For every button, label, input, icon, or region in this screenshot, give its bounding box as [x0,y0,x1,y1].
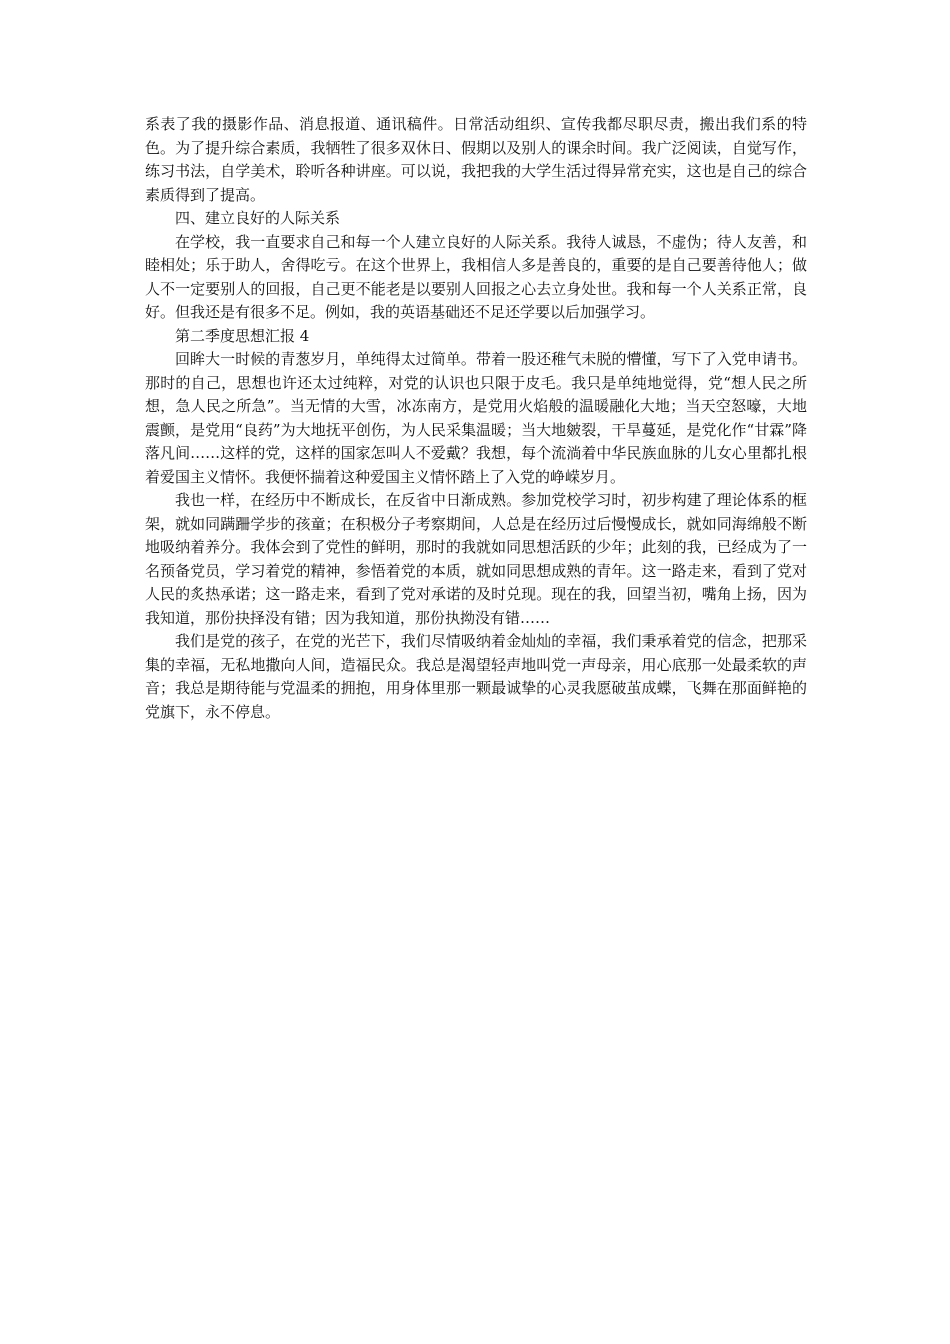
paragraph-growth: 我也一样，在经历中不断成长，在反省中日渐成熟。参加党校学习时，初步构建了理论体系的框架，就如同蹒跚学步的孩童；在积极分子考察期间，人总是在经历过后慢慢成长，就如同海绵般不断地吸纳着养分。我体会到了党性的鲜明，那时的我就如同思想活跃的少年；此刻的我，已经成为了一名预备党员，学习着党的精神，参悟着党的本质，就如同思想成熟的青年。这一路走来，看到了党对人民的炙热承诺；这一路走来，看到了党对承诺的及时兑现。现在的我，回望当初，嘴角上扬，因为我知道，那份抉择没有错；因为我知道，那份执拗没有错…… [145,491,807,627]
paragraph-continuation: 系表了我的摄影作品、消息报道、通讯稿件。日常活动组织、宣传我都尽职尽责，搬出我们系的特色。为了提升综合素质，我牺牲了很多双休日、假期以及别人的课余时间。我广泛阅读，自觉写作，练习书法，自学美术，聆听各种讲座。可以说，我把我的大学生活过得异常充实，这也是自己的综合素质得到了提高。 [145,115,807,204]
paragraph-relationships: 在学校，我一直要求自己和每一个人建立良好的人际关系。我待人诚恳，不虚伪；待人友善，和睦相处；乐于助人，舍得吃亏。在这个世界上，我相信人多是善良的，重要的是自己要善待他人；做人不一定要别人的回报，自己更不能老是以要别人回报之心去立身处世。我和每一个人关系正常，良好。但我还是有很多不足。例如，我的英语基础还不足还学要以后加强学习。 [145,232,807,321]
section-heading-report-4: 第二季度思想汇报 4 [175,326,310,345]
document-body [145,113,807,724]
section-heading-relationships: 四、建立良好的人际关系 [175,209,341,227]
paragraph-conclusion: 我们是党的孩子，在党的光芒下，我们尽情吸纳着金灿灿的幸福，我们秉承着党的信念，把那采集的幸福，无私地撒向人间，造福民众。我总是渴望轻声地叫党一声母亲，用心底那一处最柔软的声音；我总是期待能与党温柔的拥抱，用身体里那一颗最诚挚的心灵我愿破茧成蝶，飞舞在那面鲜艳的党旗下，永不停息。 [145,632,807,721]
paragraph-recollection: 回眸大一时候的青葱岁月，单纯得太过简单。带着一股还稚气未脱的懵懂，写下了入党申请书。那时的自己，思想也许还太过纯粹，对党的认识也只限于皮毛。我只是单纯地觉得，党“想人民之所想，急人民之所急”。当无情的大雪，冰冻南方，是党用火焰般的温暖融化大地；当天空怒嚎，大地震颤，是党用“良药”为大地抚平创伤，为人民采集温暖；当大地皴裂，干旱蔓延，是党化作“甘霖”降落凡间……这样的党，这样的国家怎叫人不爱戴？我想，每个流淌着中华民族血脉的儿女心里都扎根着爱国主义情怀。我便怀揣着这种爱国主义情怀踏上了入党的峥嵘岁月。 [145,350,807,486]
